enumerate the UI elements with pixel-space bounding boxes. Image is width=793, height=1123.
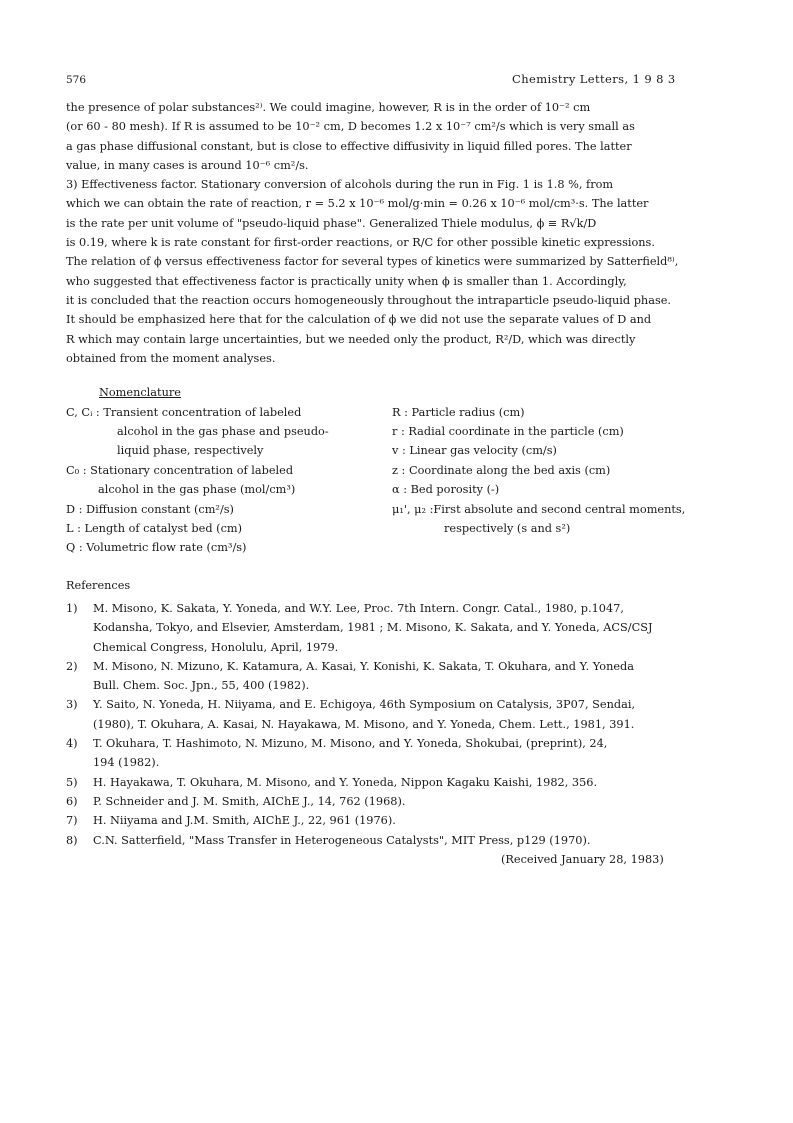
reference-number: 8)	[66, 833, 78, 847]
page-number: 576	[66, 74, 87, 86]
body-line: (or 60 - 80 mesh). If R is assumed to be 10⁻² cm, D becomes 1.2 x 10⁻⁷ cm²/s which is very small as	[66, 120, 635, 134]
reference-line: M. Misono, N. Mizuno, K. Katamura, A. Kasai, Y. Konishi, K. Sakata, T. Okuhara, and Y. Yoneda	[93, 659, 635, 673]
reference-item	[66, 695, 746, 734]
reference-number: 7)	[66, 814, 78, 828]
reference-item	[66, 811, 746, 830]
body-line: value, in many cases is around 10⁻⁶ cm²/s.	[66, 158, 309, 172]
body-line: It should be emphasized here that for the calculation of ϕ we did not use the separate values of D and	[66, 313, 652, 327]
nomenclature-entry: C₀ : Stationary concentration of labeled	[66, 464, 294, 477]
nomenclature-entry: z : Coordinate along the bed axis (cm)	[392, 464, 611, 477]
reference-line: M. Misono, K. Sakata, Y. Yoneda, and W.Y. Lee, Proc. 7th Intern. Congr. Catal., 1980, p.1047,	[93, 602, 624, 615]
reference-item	[66, 773, 746, 792]
body-line: obtained from the moment analyses.	[66, 351, 276, 365]
nomenclature-entry: α : Bed porosity (-)	[392, 483, 500, 496]
reference-line: 194 (1982).	[93, 756, 160, 770]
body-line: a gas phase diffusional constant, but is close to effective diffusivity in liquid filled pores. The latter	[66, 139, 632, 153]
body-line: it is concluded that the reaction occurs homogeneously throughout the intraparticle pseudo-liquid phase.	[66, 293, 672, 307]
reference-number: 4)	[66, 737, 78, 751]
nomenclature-entry: R : Particle radius (cm)	[392, 406, 525, 419]
journal-running-head: Chemistry Letters, 1 9 8 3	[512, 72, 676, 86]
nomenclature-entry: respectively (s and s²)	[444, 522, 571, 535]
references-title: References	[66, 579, 131, 592]
body-line: who suggested that effectiveness factor is practically unity when ϕ is smaller than 1. Accordingly,	[66, 274, 627, 288]
body-text	[66, 98, 736, 368]
body-line: R which may contain large uncertainties, but we needed only the product, R²/D, which was directly	[66, 332, 636, 346]
reference-item	[66, 831, 746, 850]
body-line: The relation of ϕ versus effectiveness factor for several types of kinetics were summarized by Satterfield⁸⁾,	[66, 255, 679, 269]
nomenclature-entry: C, Cᵢ : Transient concentration of labeled	[66, 406, 302, 419]
nomenclature-entry: v : Linear gas velocity (cm/s)	[392, 444, 557, 457]
reference-number: 3)	[66, 698, 78, 712]
body-line: the presence of polar substances²⁾. We could imagine, however, R is in the order of 10⁻² cm	[66, 101, 591, 114]
reference-line: T. Okuhara, T. Hashimoto, N. Mizuno, M. Misono, and Y. Yoneda, Shokubai, (preprint), 24,	[93, 737, 608, 751]
reference-line: (1980), T. Okuhara, A. Kasai, N. Hayakawa, M. Misono, and Y. Yoneda, Chem. Lett., 1981, 391.	[93, 717, 635, 731]
reference-line: P. Schneider and J. M. Smith, AIChE J., 14, 762 (1968).	[93, 794, 406, 808]
reference-line: H. Niiyama and J.M. Smith, AIChE J., 22, 961 (1976).	[93, 814, 396, 828]
reference-item	[66, 657, 746, 696]
reference-line: Kodansha, Tokyo, and Elsevier, Amsterdam, 1981 ; M. Misono, K. Sakata, and Y. Yoneda, ACS/CSJ	[93, 621, 653, 635]
body-line: which we can obtain the rate of reaction, r = 5.2 x 10⁻⁶ mol/g·min = 0.26 x 10⁻⁶ mol/cm³·s. The latter	[66, 197, 649, 211]
reference-item	[66, 792, 746, 811]
reference-item	[66, 734, 746, 773]
nomenclature-title: Nomenclature	[99, 386, 181, 399]
reference-line: Y. Saito, N. Yoneda, H. Niiyama, and E. Echigoya, 46th Symposium on Catalysis, 3P07, Sendai,	[93, 698, 636, 712]
nomenclature-entry: liquid phase, respectively	[117, 444, 264, 457]
nomenclature-entry: alcohol in the gas phase and pseudo-	[117, 425, 329, 438]
nomenclature-entry: alcohol in the gas phase (mol/cm³)	[98, 483, 296, 496]
nomenclature-entry: L : Length of catalyst bed (cm)	[66, 522, 243, 535]
nomenclature-entry: D : Diffusion constant (cm²/s)	[66, 503, 234, 516]
reference-item	[66, 599, 746, 657]
reference-number: 5)	[66, 775, 78, 789]
body-line: is the rate per unit volume of "pseudo-liquid phase". Generalized Thiele modulus, ϕ ≡ R√k/D	[66, 216, 597, 230]
body-line: 3) Effectiveness factor. Stationary conversion of alcohols during the run in Fig. 1 is 1.8 %, from	[66, 178, 614, 192]
references-list	[66, 599, 746, 850]
reference-line: Chemical Congress, Honolulu, April, 1979.	[93, 640, 339, 654]
nomenclature-entry: r : Radial coordinate in the particle (cm)	[392, 425, 624, 438]
reference-line: Bull. Chem. Soc. Jpn., 55, 400 (1982).	[93, 679, 310, 693]
reference-number: 1)	[66, 602, 78, 615]
reference-line: C.N. Satterfield, "Mass Transfer in Heterogeneous Catalysts", MIT Press, p129 (1970).	[93, 833, 591, 847]
body-line: is 0.19, where k is rate constant for first-order reactions, or R/C for other possible kinetic expressions.	[66, 236, 655, 250]
reference-number: 6)	[66, 794, 78, 808]
nomenclature-entry: μ₁', μ₂ :First absolute and second central moments,	[392, 503, 686, 516]
reference-line: H. Hayakawa, T. Okuhara, M. Misono, and Y. Yoneda, Nippon Kagaku Kaishi, 1982, 356.	[93, 775, 598, 789]
reference-number: 2)	[66, 659, 78, 673]
received-date: (Received January 28, 1983)	[501, 853, 664, 866]
nomenclature-entry: Q : Volumetric flow rate (cm³/s)	[66, 541, 247, 554]
